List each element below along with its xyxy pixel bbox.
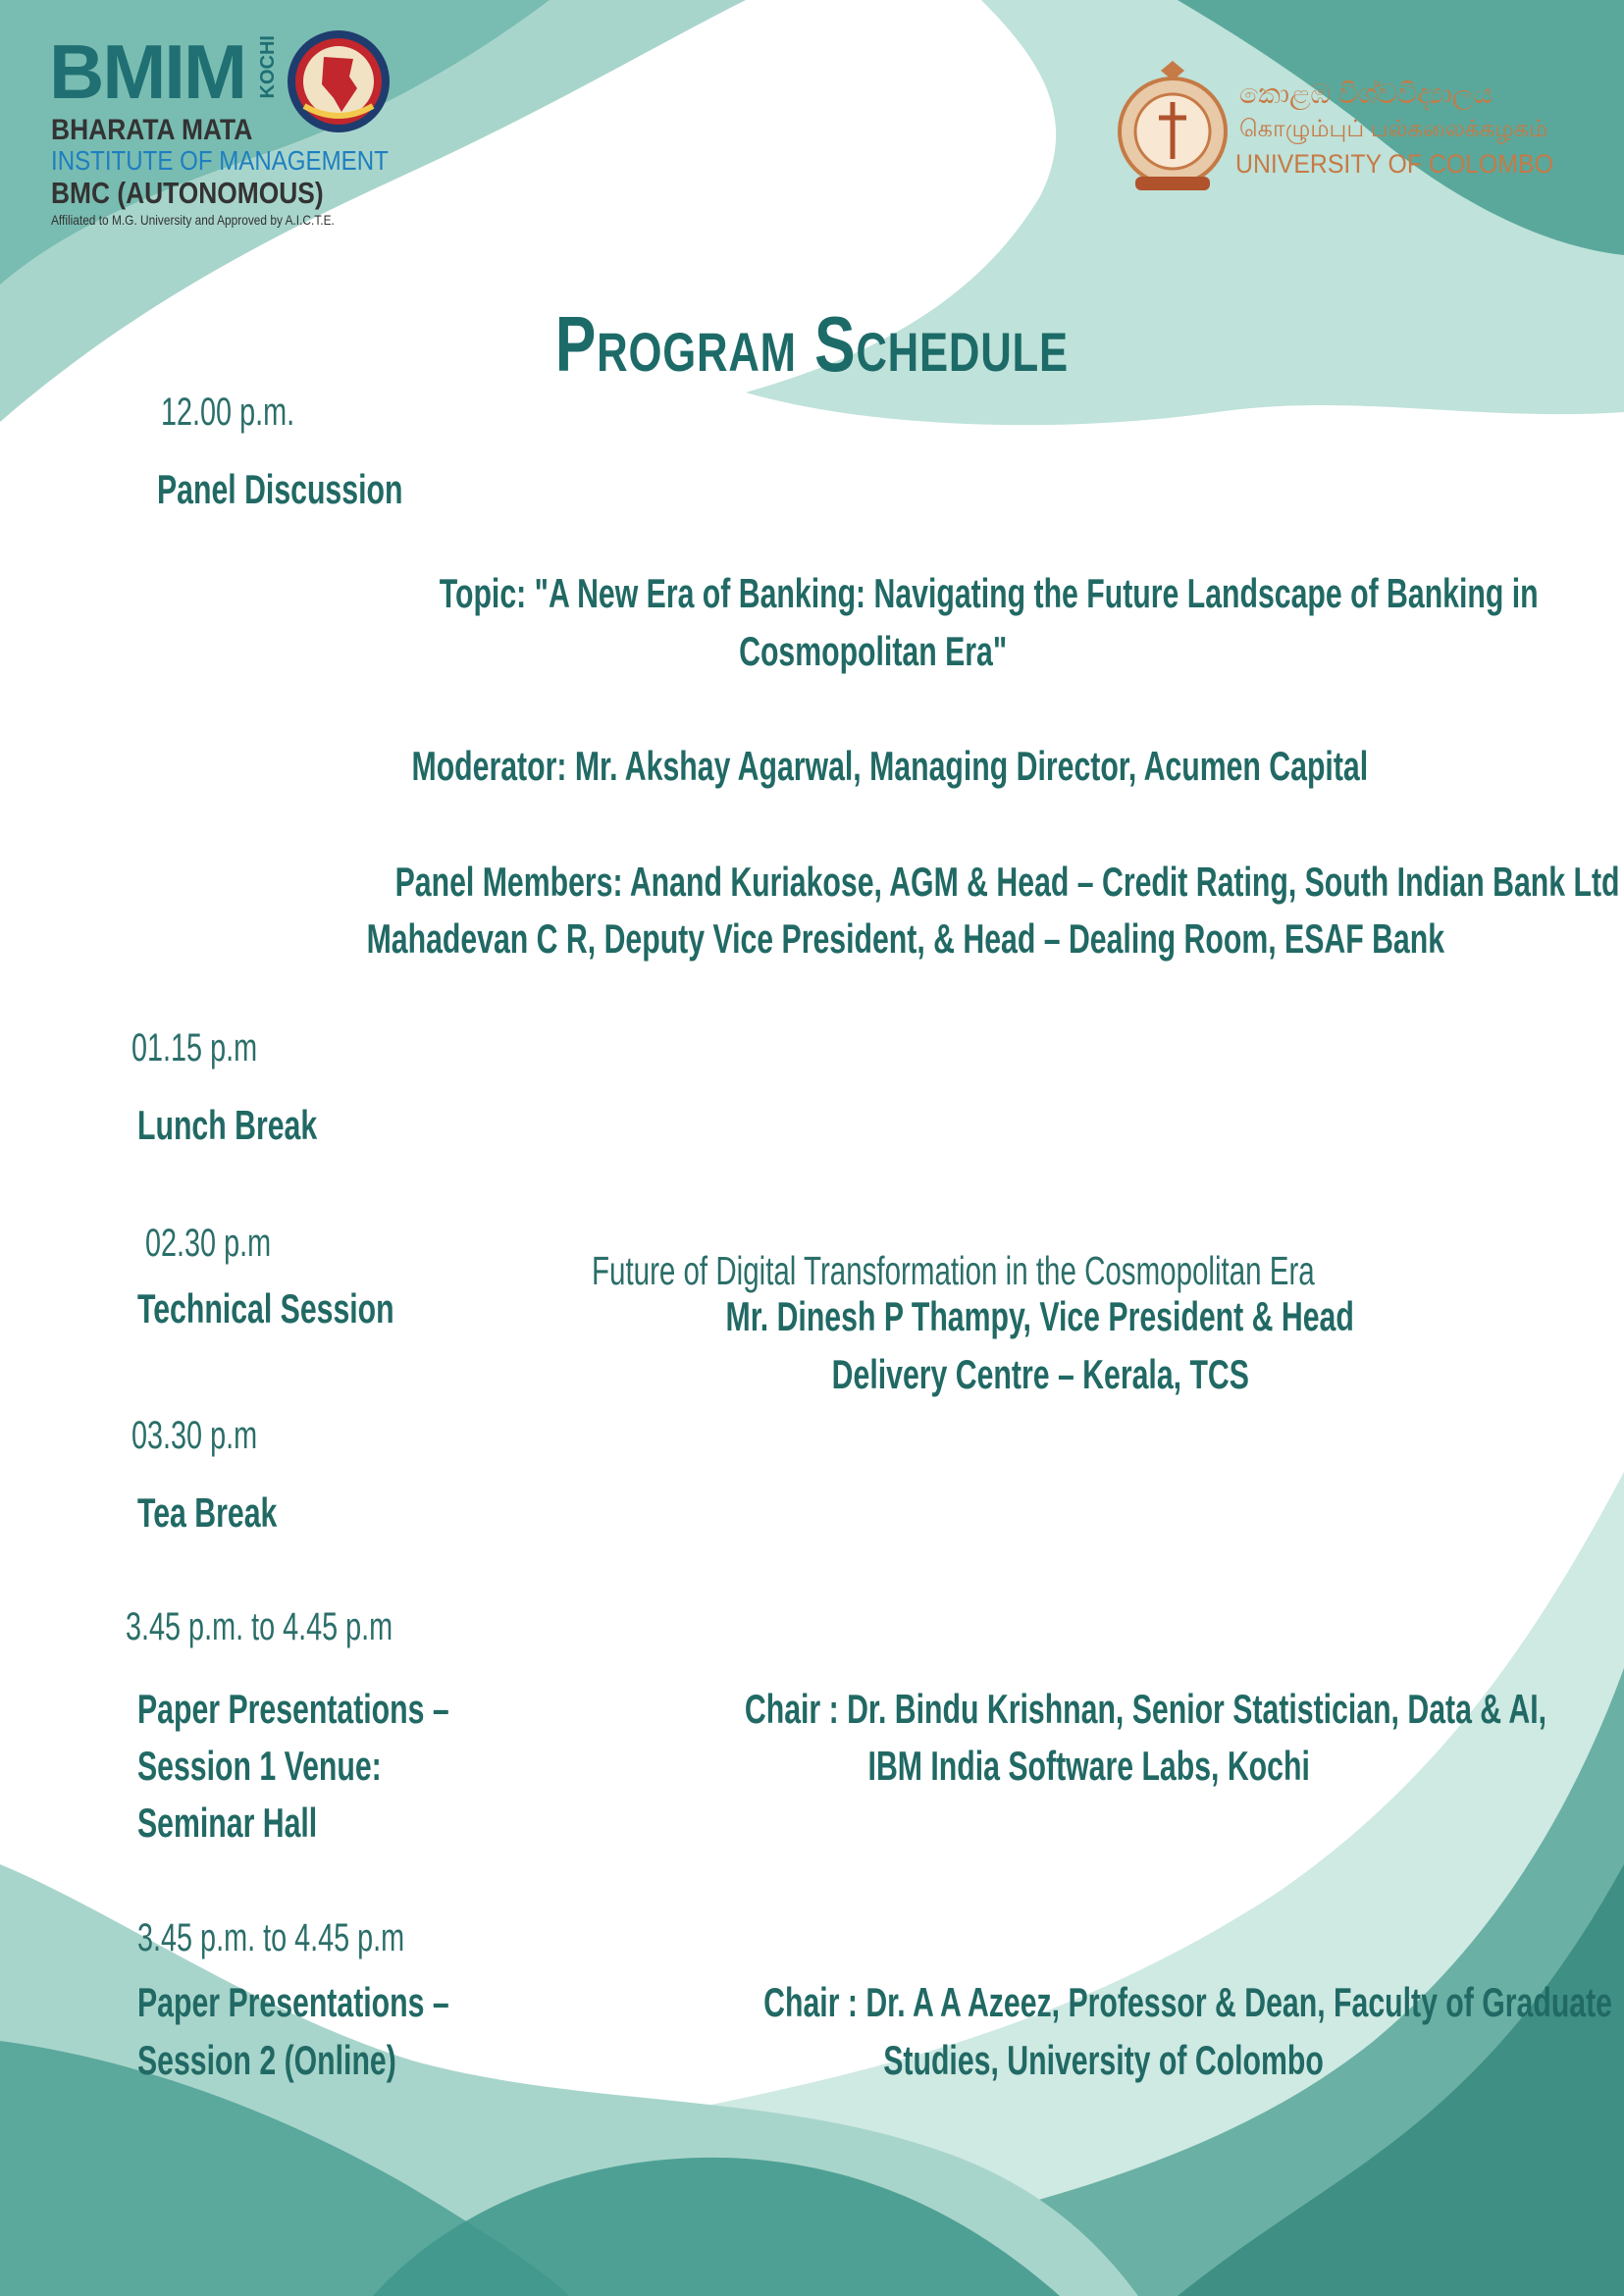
topic-line-1	[226, 570, 1539, 617]
page-title: Program Schedule	[554, 300, 1070, 388]
session-4-time: 03.30 p.m	[131, 1414, 258, 1457]
session-6-chair-1	[599, 1979, 1613, 2026]
session-3-speaker-1-text: Mr. Dinesh P Thampy, Vice President & Head	[725, 1293, 1355, 1339]
bmim-line2: INSTITUTE OF MANAGEMENT	[51, 145, 389, 176]
session-6-time: 3.45 p.m. to 4.45 p.m	[137, 1916, 405, 1959]
session-5-chair-2	[589, 1743, 1590, 1790]
bmim-wordmark: BMIM	[49, 28, 245, 115]
uoc-emblem-icon	[1114, 61, 1231, 198]
session-5-label-1: Paper Presentations –	[137, 1686, 449, 1732]
uoc-sinhala: කොළඹ විශ්වවිද්‍යාලය	[1239, 78, 1493, 109]
session-5-chair-2-text: IBM India Software Labs, Kochi	[867, 1743, 1311, 1789]
session-6-label-2: Session 2 (Online)	[137, 2037, 396, 2083]
session-3-label: Technical Session	[137, 1285, 394, 1331]
uoc-english: UNIVERSITY OF COLOMBO	[1235, 149, 1553, 179]
session-6-chair-2	[599, 2037, 1609, 2084]
session-6-chair-1-text: Chair : Dr. A A Azeez, Professor & Dean, Faculty of Graduate	[763, 1979, 1613, 2025]
topic-line-2-text: Cosmopolitan Era"	[739, 628, 1008, 674]
panel-line-2-text: Mahadevan C R, Deputy Vice President, & Head – Dealing Room, ESAF Bank	[366, 915, 1445, 962]
session-2-label: Lunch Break	[137, 1102, 318, 1148]
topic-line-1-text: Topic: "A New Era of Banking: Navigating the Future Landscape of Banking in	[439, 570, 1539, 616]
moderator-text: Moderator: Mr. Akshay Agarwal, Managing Director, Acumen Capital	[411, 743, 1369, 789]
session-1-time: 12.00 p.m.	[161, 391, 295, 434]
session-3-speaker-2-text: Delivery Centre – Kerala, TCS	[831, 1351, 1249, 1397]
session-3-topic: Future of Digital Transformation in the Cosmopolitan Era	[592, 1248, 1315, 1293]
session-6-chair-2-text: Studies, University of Colombo	[883, 2037, 1325, 2083]
session-5-time: 3.45 p.m. to 4.45 p.m	[126, 1605, 393, 1648]
session-1-label: Panel Discussion	[157, 466, 403, 512]
bmim-emblem-icon	[285, 27, 393, 135]
session-3-time: 02.30 p.m	[145, 1222, 272, 1265]
session-5-chair-1-text: Chair : Dr. Bindu Krishnan, Senior Statistician, Data & AI,	[744, 1686, 1547, 1732]
session-3-speaker-2	[550, 1351, 1531, 1398]
session-3-speaker-1	[550, 1293, 1531, 1340]
topic-line-2	[226, 628, 1521, 675]
bmim-kochi: KOCHI	[257, 35, 279, 99]
panel-line-1-text: Panel Members: Anand Kuriakose, AGM & Head – Credit Rating, South Indian Bank Ltd	[394, 859, 1620, 905]
session-5-chair-1	[589, 1686, 1590, 1733]
uoc-tamil: கொழும்புப் பல்கலைக்கழகம்	[1239, 116, 1548, 142]
panel-line-2	[157, 915, 1599, 963]
bmim-line3: BMC (AUTONOMOUS)	[51, 176, 324, 210]
panel-line-1	[157, 859, 1620, 906]
uoc-logo	[1114, 61, 1575, 198]
bmim-line1: BHARATA MATA	[51, 114, 253, 146]
bmim-line4: Affiliated to M.G. University and Approved by A.I.C.T.E.	[51, 212, 335, 228]
bmim-logo	[49, 27, 402, 234]
session-2-time: 01.15 p.m	[131, 1026, 258, 1070]
page-title-wrap	[0, 299, 1624, 390]
moderator	[226, 743, 1521, 790]
session-5-label-3: Seminar Hall	[137, 1800, 318, 1846]
session-5-label-2: Session 1 Venue:	[137, 1743, 382, 1789]
session-4-label: Tea Break	[137, 1489, 278, 1536]
session-6-label-1: Paper Presentations –	[137, 1979, 449, 2025]
